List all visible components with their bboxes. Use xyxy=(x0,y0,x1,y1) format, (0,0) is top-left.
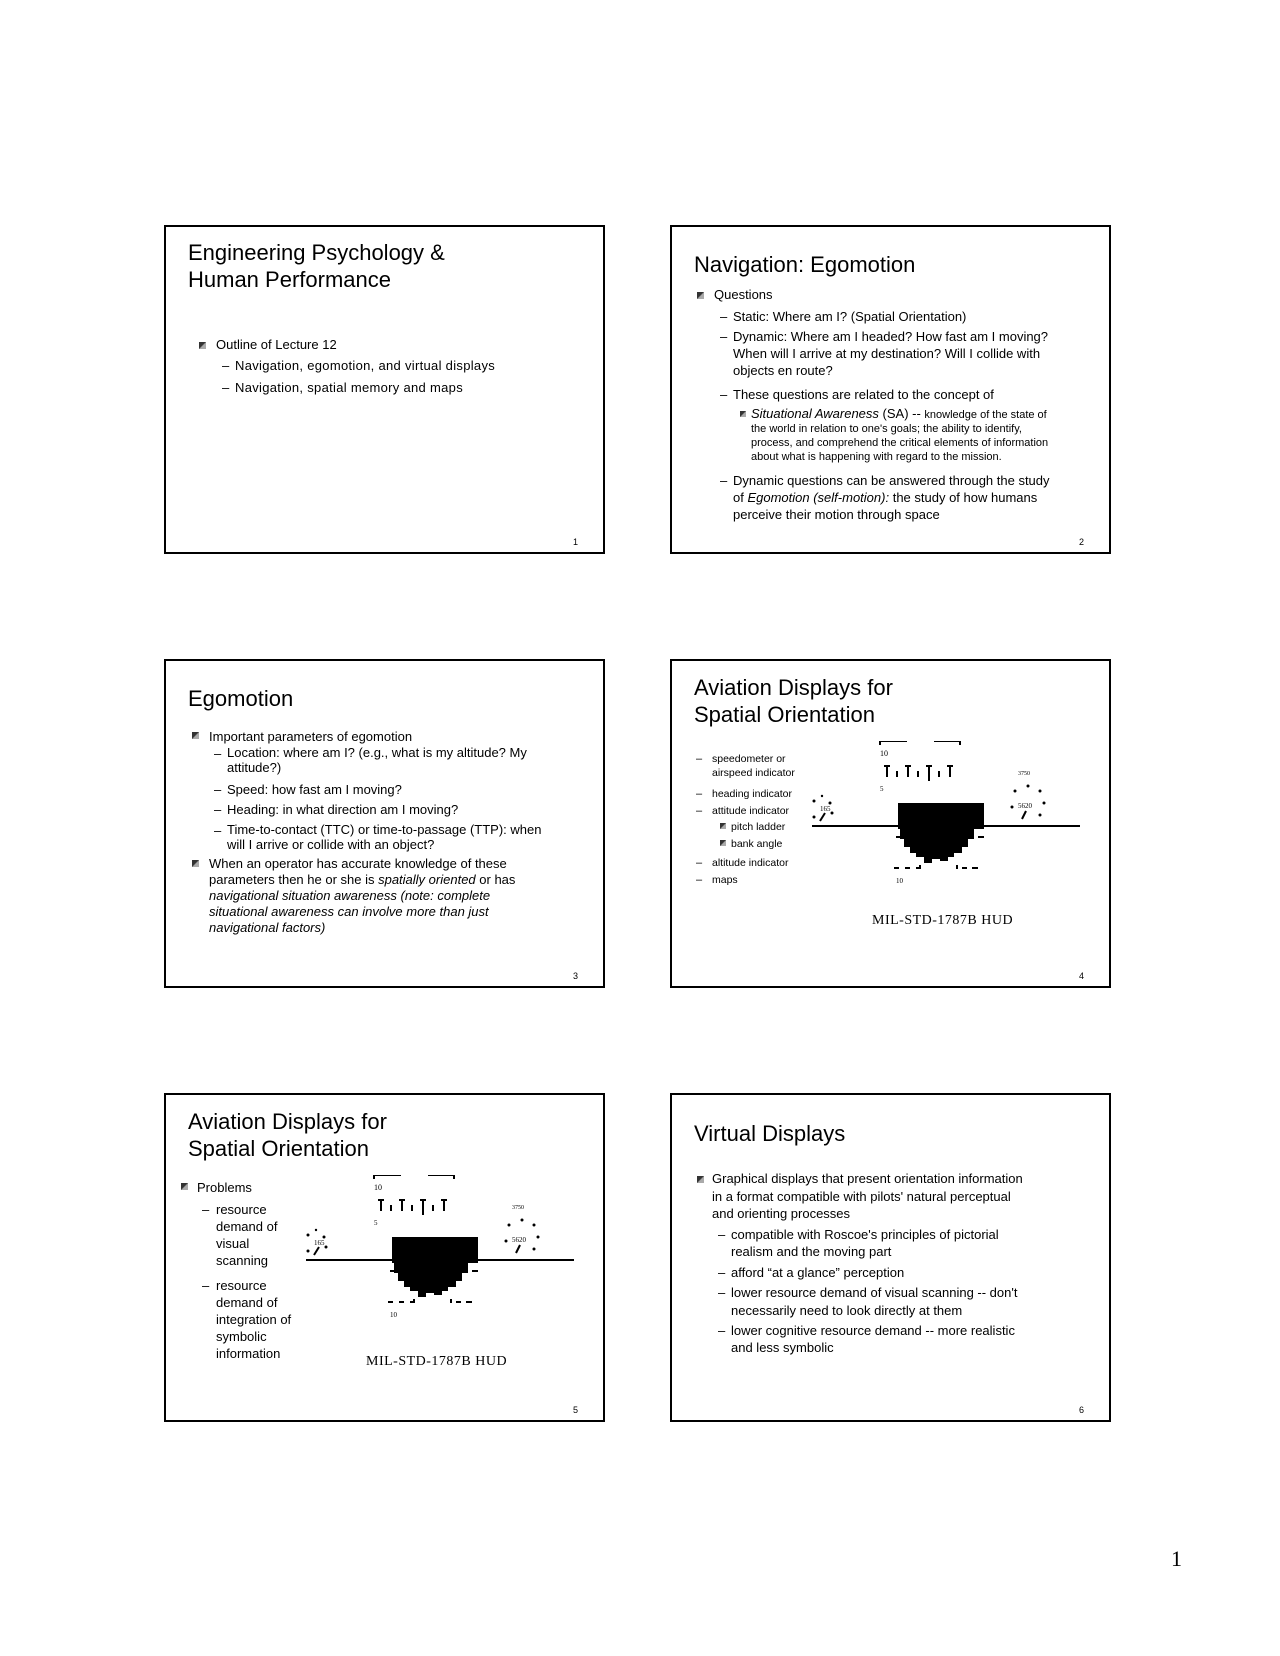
display-item: maps xyxy=(712,874,738,886)
slide-number: 5 xyxy=(572,1405,578,1415)
bullet-icon xyxy=(192,732,199,739)
hud-caption: MIL-STD-1787B HUD xyxy=(872,913,1014,928)
hud-left-readout: 165 xyxy=(820,805,831,813)
slide-title: Virtual Displays xyxy=(694,1121,846,1146)
hud-ground-shape xyxy=(392,1237,478,1297)
hud-top-num: 10 xyxy=(374,1183,382,1192)
sub-bullet: Speed: how fast am I moving? xyxy=(227,782,402,797)
dash: – xyxy=(222,358,230,373)
sub-bullet: afford “at a glance” perception xyxy=(731,1265,905,1280)
dash: – xyxy=(696,805,703,817)
hud-caption: MIL-STD-1787B HUD xyxy=(366,1354,508,1369)
sa-definition: Situational Awareness (SA) -- knowledge of the state of the world in relation to one's goals; the ability to identify, process, and comprehend the critical elements of information about what is happening with regard to the mission. xyxy=(751,406,1049,463)
hud-right-top: 3750 xyxy=(1018,771,1030,777)
display-item: bank angle xyxy=(731,838,783,850)
slide-title: Aviation Displays for Spatial Orientation xyxy=(694,675,893,727)
hud-diagram xyxy=(306,1175,586,1345)
bullet-text: Graphical displays that present orientation information in a format compatible with pilots' natural perceptual and orienting processes xyxy=(712,1171,1023,1221)
sub-bullet: These questions are related to the concept of xyxy=(733,387,994,402)
dash: – xyxy=(696,753,703,765)
slide-number: 1 xyxy=(572,537,578,547)
sub-bullet: Navigation, spatial memory and maps xyxy=(235,380,463,395)
bullet-icon xyxy=(740,411,746,417)
bullet-icon xyxy=(697,292,704,299)
slide-5 xyxy=(164,1093,605,1422)
sub-bullet: resource demand of integration of symbolic information xyxy=(216,1278,292,1361)
slide-title: Navigation: Egomotion xyxy=(694,252,916,277)
dash: – xyxy=(718,1285,726,1300)
sub-bullet: Location: where am I? (e.g., what is my altitude? My attitude?) xyxy=(227,745,527,775)
dash: – xyxy=(214,782,222,797)
dash: – xyxy=(696,857,703,869)
sub-bullet: Time-to-contact (TTC) or time-to-passage (TTP): when will I arrive or collide with an object? xyxy=(227,822,542,852)
bullet-text: When an operator has accurate knowledge of these parameters then he or she is spatially oriented or has navigational situation awareness (note: complete situational awareness can involve more than just navigational factors) xyxy=(209,856,516,935)
sub-bullet: Dynamic questions can be answered through the study of Egomotion (self-motion): the study of how humans perceive their motion through space xyxy=(733,473,1050,522)
dash: – xyxy=(696,788,703,800)
dash: – xyxy=(696,874,703,886)
page-number: 1 xyxy=(1171,1546,1182,1571)
slide-title: Aviation Displays for Spatial Orientation xyxy=(188,1109,387,1161)
slide-title: Engineering Psychology & Human Performance xyxy=(188,240,445,292)
sub-bullet: Navigation, egomotion, and virtual displays xyxy=(235,358,496,373)
bullet-icon xyxy=(192,860,199,867)
dash: – xyxy=(214,746,222,761)
display-item: speedometer or airspeed indicator xyxy=(712,753,795,779)
display-item: altitude indicator xyxy=(712,857,789,869)
dash: – xyxy=(720,473,728,488)
slide-6 xyxy=(670,1093,1111,1422)
bullet-icon xyxy=(697,1176,704,1183)
hud-diagram xyxy=(812,741,1092,911)
slide-2 xyxy=(670,225,1111,554)
hud-bottom-num: 10 xyxy=(390,1311,397,1319)
sub-bullet: lower resource demand of visual scanning -- don't necessarily need to look directly at them xyxy=(731,1285,1018,1318)
slide-number: 3 xyxy=(572,971,578,981)
dash: – xyxy=(214,802,222,817)
slide-number: 6 xyxy=(1078,1405,1084,1415)
sub-bullet: Static: Where am I? (Spatial Orientation) xyxy=(733,309,967,324)
slide-title: Egomotion xyxy=(188,686,294,711)
dash: – xyxy=(718,1227,726,1242)
dash: – xyxy=(720,309,728,324)
hud-mid-num: 5 xyxy=(374,1219,378,1227)
hud-heading-tape xyxy=(378,1199,447,1215)
sub-bullet: Dynamic: Where am I headed? How fast am I moving? When will I arrive at my destination? Will I collide with objects en route? xyxy=(733,329,1049,378)
dash: – xyxy=(222,380,230,395)
bullet-text: Important parameters of egomotion xyxy=(209,729,413,744)
sub-bullet: Heading: in what direction am I moving? xyxy=(227,802,459,817)
dash: – xyxy=(718,1323,726,1338)
bullet-text: Outline of Lecture 12 xyxy=(216,337,337,352)
bullet-text: Questions xyxy=(714,287,773,302)
display-item: attitude indicator xyxy=(712,805,790,817)
hud-top-num: 10 xyxy=(880,749,888,758)
hud-ground-shape xyxy=(898,803,984,863)
bullet-text: Problems xyxy=(197,1180,252,1195)
dash: – xyxy=(202,1278,210,1293)
slide-number: 2 xyxy=(1078,537,1084,547)
display-item: pitch ladder xyxy=(731,821,786,833)
display-item: heading indicator xyxy=(712,788,792,800)
hud-top-brackets xyxy=(880,741,960,745)
hud-mid-num: 5 xyxy=(880,785,884,793)
dash: – xyxy=(202,1202,210,1217)
dash: – xyxy=(720,329,728,344)
dash: – xyxy=(718,1265,726,1280)
slide-3 xyxy=(164,659,605,988)
hud-right-readout: 5620 xyxy=(1018,802,1032,810)
bullet-icon xyxy=(181,1183,188,1190)
slide-1 xyxy=(164,225,605,554)
hud-right-readout: 5620 xyxy=(512,1236,526,1244)
hud-right-top: 3750 xyxy=(512,1205,524,1211)
hud-top-brackets xyxy=(374,1175,454,1179)
hud-bottom-num: 10 xyxy=(896,877,903,885)
sub-bullet: resource demand of visual scanning xyxy=(216,1202,278,1268)
bullet-icon xyxy=(199,342,206,349)
slide-number: 4 xyxy=(1078,971,1084,981)
dash: – xyxy=(720,387,728,402)
hud-heading-tape xyxy=(884,765,953,781)
dash: – xyxy=(214,823,222,838)
sub-bullet: compatible with Roscoe's principles of pictorial realism and the moving part xyxy=(731,1227,999,1259)
hud-left-readout: 165 xyxy=(314,1239,325,1247)
sub-bullet: lower cognitive resource demand -- more realistic and less symbolic xyxy=(731,1323,1015,1355)
bullet-icon xyxy=(720,823,726,829)
slide-4 xyxy=(670,659,1111,988)
bullet-icon xyxy=(720,840,726,846)
